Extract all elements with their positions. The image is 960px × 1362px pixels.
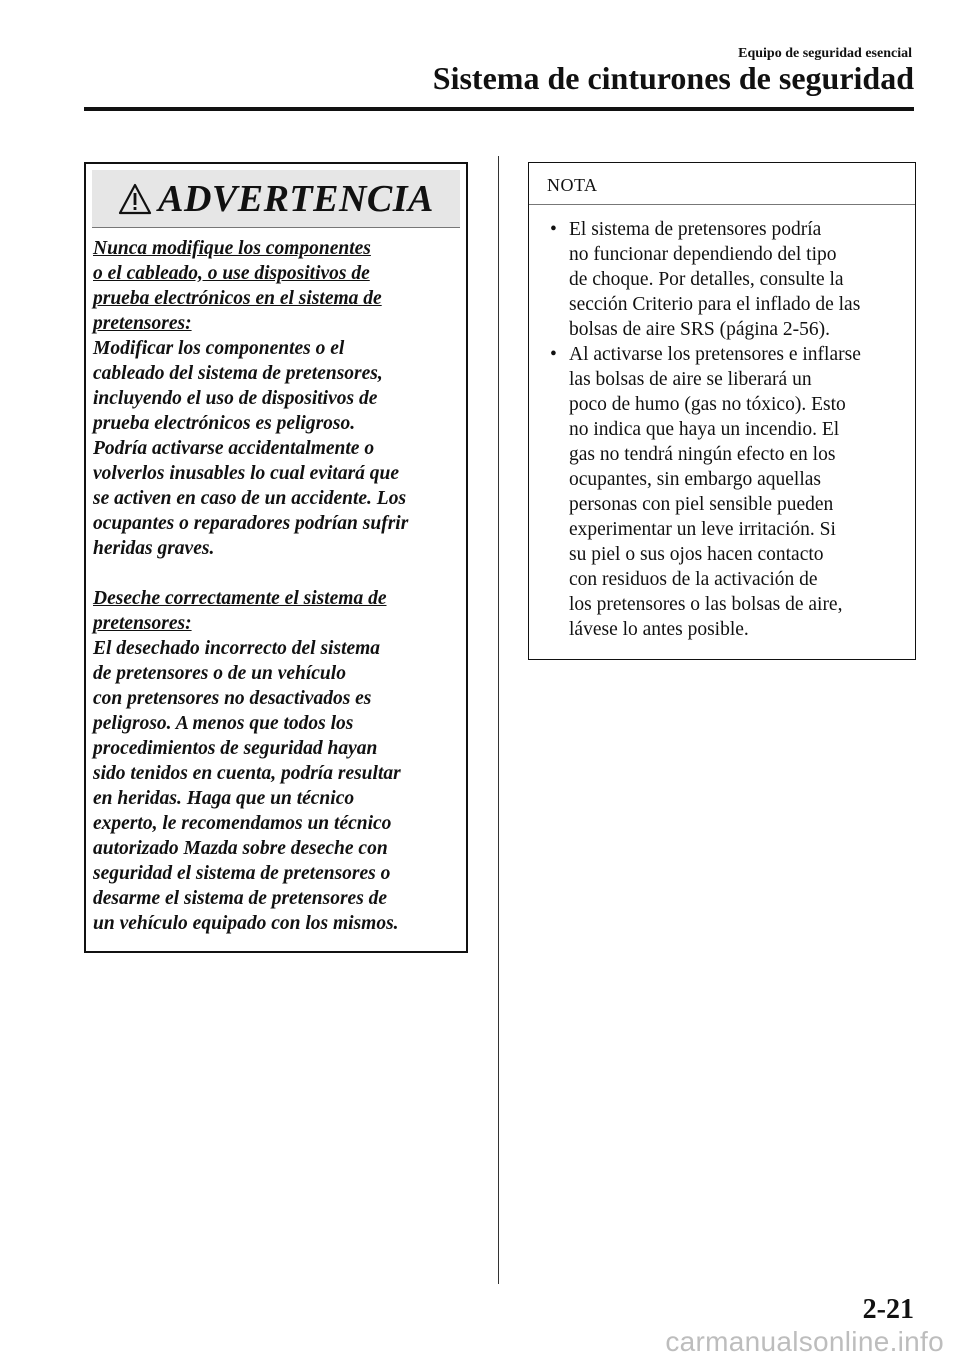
warning-text-line: procedimientos de seguridad hayan bbox=[93, 738, 378, 759]
note-line: gas no tendrá ningún efecto en los bbox=[569, 444, 836, 465]
warning-text-line: sido tenidos en cuenta, podría resultar bbox=[93, 763, 401, 784]
note-item bbox=[529, 342, 909, 642]
note-line: El sistema de pretensores podría bbox=[569, 219, 822, 240]
warning-heading-line: o el cableado, o use dispositivos de bbox=[93, 263, 370, 284]
note-list bbox=[529, 205, 915, 642]
warning-heading-line: Deseche correctamente el sistema de bbox=[93, 588, 387, 609]
note-title: NOTA bbox=[529, 163, 915, 205]
note-line: de choque. Por detalles, consulte la bbox=[569, 269, 844, 290]
warning-text-line: incluyendo el uso de dispositivos de bbox=[93, 388, 378, 409]
note-line: lávese lo antes posible. bbox=[569, 619, 749, 640]
warning-heading-line: Nunca modifique los componentes bbox=[93, 238, 371, 259]
running-header-section: Equipo de seguridad esencial bbox=[738, 46, 912, 61]
warning-text-line: se activen en caso de un accidente. Los bbox=[93, 488, 407, 509]
note-line: no funcionar dependiendo del tipo bbox=[569, 244, 837, 265]
note-line: los pretensores o las bolsas de aire, bbox=[569, 594, 843, 615]
note-line: con residuos de la activación de bbox=[569, 569, 818, 590]
warning-text-line: prueba electrónicos es peligroso. bbox=[93, 413, 356, 434]
warning-text-line: experto, le recomendamos un técnico bbox=[93, 813, 392, 834]
warning-header bbox=[92, 170, 460, 228]
warning-text-line: seguridad el sistema de pretensores o bbox=[93, 863, 391, 884]
warning-heading-line: pretensores: bbox=[93, 613, 192, 634]
warning-text-line: heridas graves. bbox=[93, 538, 215, 559]
warning-text-line: El desechado incorrecto del sistema bbox=[93, 638, 381, 659]
warning-text-line: Podría activarse accidentalmente o bbox=[93, 438, 375, 459]
note-item bbox=[529, 217, 909, 342]
watermark: carmanualsonline.info bbox=[665, 1326, 944, 1357]
warning-box bbox=[84, 162, 468, 953]
note-line: ocupantes, sin embargo aquellas bbox=[569, 469, 821, 490]
warning-text-line: con pretensores no desactivados es bbox=[93, 688, 372, 709]
note-line: personas con piel sensible pueden bbox=[569, 494, 834, 515]
note-line: Al activarse los pretensores e inflarse bbox=[569, 344, 861, 365]
warning-text-line: cableado del sistema de pretensores, bbox=[93, 363, 383, 384]
warning-text-line: volverlos inusables lo cual evitará que bbox=[93, 463, 400, 484]
note-box bbox=[528, 162, 916, 660]
warning-text-line: peligroso. A menos que todos los bbox=[93, 713, 354, 734]
warning-block bbox=[93, 236, 458, 561]
bullet-icon: • bbox=[550, 219, 557, 240]
note-line: poco de humo (gas no tóxico). Esto bbox=[569, 394, 846, 415]
note-line: su piel o sus ojos hacen contacto bbox=[569, 544, 824, 565]
note-line: sección Criterio para el inflado de las bbox=[569, 294, 861, 315]
warning-text-line: Modificar los componentes o el bbox=[93, 338, 345, 359]
note-line: las bolsas de aire se liberará un bbox=[569, 369, 812, 390]
header-rule bbox=[84, 107, 914, 111]
note-line: bolsas de aire SRS (página 2-56). bbox=[569, 319, 831, 340]
warning-text-line: autorizado Mazda sobre deseche con bbox=[93, 838, 388, 859]
warning-text-line: ocupantes o reparadores podrían sufrir bbox=[93, 513, 409, 534]
note-line: no indica que haya un incendio. El bbox=[569, 419, 840, 440]
warning-text-line: un vehículo equipado con los mismos. bbox=[93, 913, 399, 934]
warning-title: ADVERTENCIA bbox=[158, 177, 434, 220]
warning-heading-line: prueba electrónicos en el sistema de bbox=[93, 288, 382, 309]
page-title: Sistema de cinturones de seguridad bbox=[432, 60, 914, 96]
column-divider bbox=[498, 156, 499, 1284]
bullet-icon: • bbox=[550, 344, 557, 365]
warning-text-line: desarme el sistema de pretensores de bbox=[93, 888, 388, 909]
note-line: experimentar un leve irritación. Si bbox=[569, 519, 836, 540]
warning-block bbox=[93, 586, 458, 936]
warning-body bbox=[86, 228, 466, 936]
warning-heading-line: pretensores: bbox=[93, 313, 192, 334]
page-number: 2-21 bbox=[862, 1294, 914, 1325]
warning-triangle-icon bbox=[118, 183, 152, 215]
warning-text-line: de pretensores o de un vehículo bbox=[93, 663, 346, 684]
warning-text-line: en heridas. Haga que un técnico bbox=[93, 788, 355, 809]
